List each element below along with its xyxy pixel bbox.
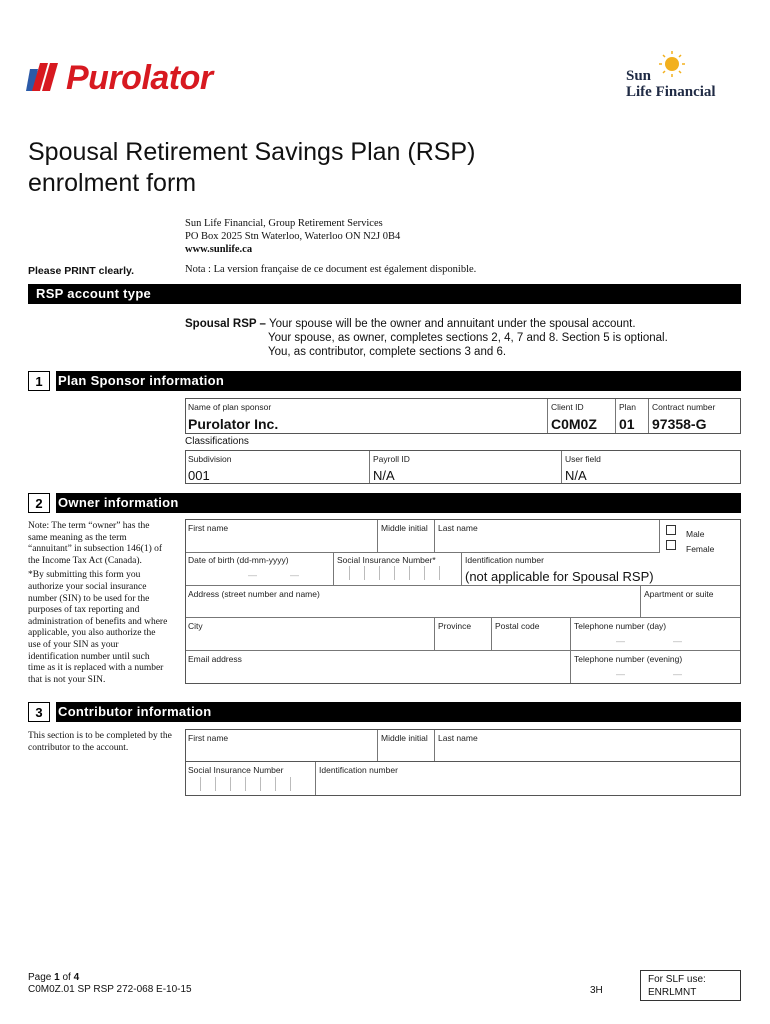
section2-number: 2 <box>28 493 50 513</box>
user-field-label: User field <box>565 454 601 464</box>
plan-sponsor-box <box>185 398 741 434</box>
section3-heading: Contributor information <box>58 704 212 719</box>
rsp-account-type-heading: RSP account type <box>36 286 152 301</box>
rsp-line1: Your spouse will be the owner and annuitant under the spousal account. <box>268 318 636 330</box>
payroll-id-value[interactable]: N/A <box>373 468 395 483</box>
rsp-line3: You, as contributor, complete sections 3 and 6. <box>268 346 507 358</box>
subdivision-value[interactable]: 001 <box>188 468 210 483</box>
owner-address-field[interactable]: Address (street number and name) <box>188 589 320 599</box>
owner-form-box <box>185 519 741 684</box>
plan-value[interactable]: 01 <box>619 416 635 432</box>
purolator-wordmark: Purolator <box>66 58 213 97</box>
sunlife-logo <box>626 50 746 104</box>
payroll-id-label: Payroll ID <box>373 454 410 464</box>
rsp-account-description <box>185 317 668 359</box>
classifications-label: Classifications <box>185 436 249 447</box>
slf-use-code: ENRLMNT <box>648 987 697 998</box>
client-id-value[interactable]: C0M0Z <box>551 416 597 432</box>
owner-province-field[interactable]: Province <box>438 621 472 631</box>
owner-dob-field[interactable]: Date of birth (dd-mm-yyyy) <box>188 555 289 565</box>
page-footer <box>28 972 192 996</box>
owner-telephone-day-field[interactable]: Telephone number (day) <box>574 621 667 631</box>
section2-heading: Owner information <box>58 495 179 510</box>
owner-last-name-field[interactable]: Last name <box>438 523 478 533</box>
rsp-account-type-bar <box>28 284 741 304</box>
owner-email-field[interactable]: Email address <box>188 654 242 664</box>
rsp-line2: Your spouse, as owner, completes sections 2, 4, 7 and 8. Section 5 is optional. <box>268 332 668 344</box>
owner-note-1: Note: The term “owner” has the same meaning as the term “annuitant” in subsection 146(1) of the Income Tax Act (Canada). <box>28 521 163 566</box>
contributor-name-row <box>185 729 741 762</box>
address-line2: PO Box 2025 Stn Waterloo, Waterloo ON N2J 0B4 <box>185 231 401 242</box>
owner-postal-code-field[interactable]: Postal code <box>495 621 540 631</box>
owner-city-field[interactable]: City <box>188 621 203 631</box>
mailing-address <box>185 217 400 256</box>
form-code: C0M0Z.01 SP RSP 272-068 E-10-15 <box>28 984 192 995</box>
owner-address-row <box>186 585 740 617</box>
client-id-label: Client ID <box>551 402 584 412</box>
owner-id-value[interactable]: (not applicable for Spousal RSP) <box>465 569 654 584</box>
subdivision-label: Subdivision <box>188 454 232 464</box>
sponsor-name-label: Name of plan sponsor <box>188 402 272 412</box>
section1-heading: Plan Sponsor information <box>58 373 225 388</box>
page-title <box>28 137 475 199</box>
owner-name-row <box>186 520 740 552</box>
owner-city-row: City Province Postal code Telephone number (day) — — <box>186 617 740 650</box>
female-checkbox[interactable] <box>666 540 676 550</box>
sponsor-name-value[interactable]: Purolator Inc. <box>188 416 279 432</box>
spousal-rsp-lead: Spousal RSP – <box>185 318 266 330</box>
section3-number: 3 <box>28 702 50 722</box>
section3-bar <box>28 702 741 722</box>
owner-first-name-field[interactable]: First name <box>188 523 229 533</box>
page-number: Page 1 of 4 <box>28 972 80 983</box>
sunlife-line2: Life Financial <box>626 84 716 100</box>
owner-dob-row: Date of birth (dd-mm-yyyy) — — Social Insurance Number* Identification number (not applicable for Spousal RSP) <box>186 552 740 585</box>
owner-middle-initial-field[interactable]: Middle initial <box>381 523 428 533</box>
title-line1: Spousal Retirement Savings Plan (RSP) <box>28 138 476 166</box>
contract-number-value[interactable]: 97358-G <box>652 416 707 432</box>
owner-email-row: Email address Telephone number (evening) — — <box>186 650 740 683</box>
contributor-id-field[interactable]: Identification number <box>319 765 398 775</box>
contributor-sin-field[interactable]: Social Insurance Number <box>188 765 284 775</box>
owner-note <box>28 521 168 686</box>
website-link[interactable]: www.sunlife.ca <box>185 244 253 255</box>
male-checkbox[interactable] <box>666 525 676 535</box>
slf-use-box <box>640 970 741 1001</box>
owner-note-2: *By submitting this form you authorize your social insurance number (SIN) to be used for the purposes of tax reporting and administration of benefits and where applicable, you also authorize the use of your SIN as your identification number until such time as it is replaced with a number that is not your SIN. <box>28 570 168 685</box>
purolator-logo <box>26 58 213 98</box>
section1-bar <box>28 371 741 391</box>
user-field-value[interactable]: N/A <box>565 468 587 483</box>
male-label: Male <box>686 529 705 539</box>
french-version-note: Nota : La version française de ce document est également disponible. <box>185 264 477 275</box>
contributor-note: This section is to be completed by the contributor to the account. <box>28 731 172 753</box>
title-line2: enrolment form <box>28 169 197 197</box>
female-label: Female <box>686 544 715 554</box>
plan-label: Plan <box>619 402 637 412</box>
owner-sin-field[interactable]: Social Insurance Number* <box>337 555 436 565</box>
contributor-first-name-field[interactable]: First name <box>188 733 229 743</box>
section2-bar <box>28 493 741 513</box>
contributor-last-name-field[interactable]: Last name <box>438 733 478 743</box>
slf-use-label: For SLF use: <box>648 974 706 985</box>
purolator-stripes-icon <box>26 63 66 93</box>
classifications-box <box>185 450 741 484</box>
owner-apartment-field[interactable]: Apartment or suite <box>644 589 714 599</box>
address-line1: Sun Life Financial, Group Retirement Services <box>185 218 383 229</box>
contributor-sin-row <box>185 761 741 796</box>
print-clearly-note: Please PRINT clearly. <box>28 265 135 277</box>
contributor-middle-initial-field[interactable]: Middle initial <box>381 733 428 743</box>
sunlife-line1: Sun <box>626 68 652 84</box>
owner-id-label: Identification number <box>465 555 544 565</box>
form-code-3h: 3H <box>590 985 603 996</box>
contract-number-label: Contract number <box>652 402 716 412</box>
owner-telephone-evening-field[interactable]: Telephone number (evening) <box>574 654 683 664</box>
section1-number: 1 <box>28 371 50 391</box>
